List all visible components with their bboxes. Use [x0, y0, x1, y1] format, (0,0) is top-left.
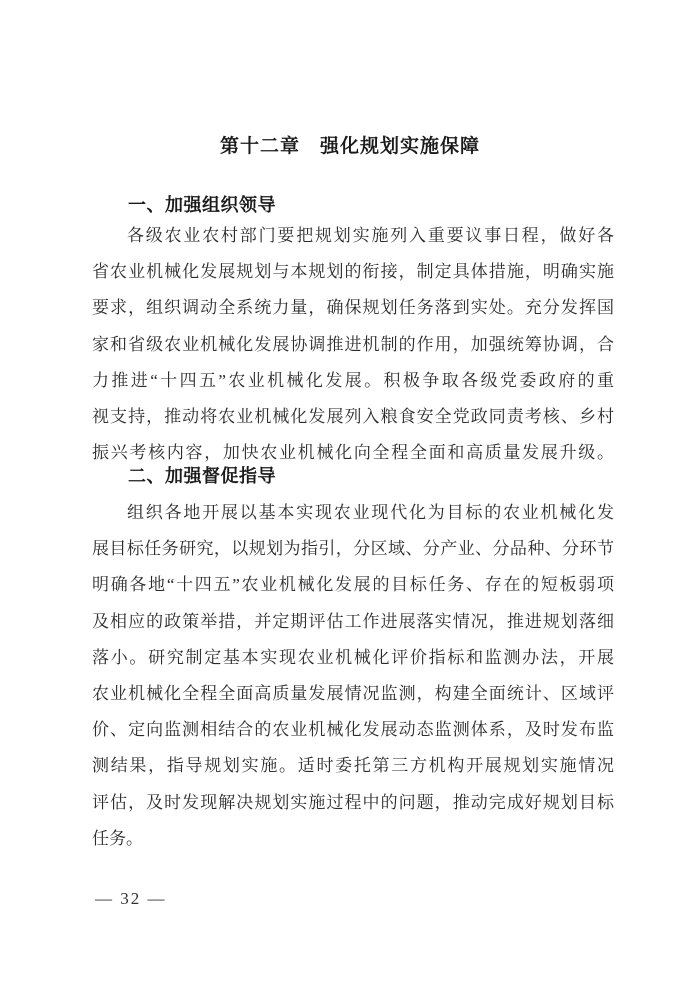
section-heading-2: 二、加强督促指导: [128, 466, 276, 486]
text-line: 省农业机械化发展规划与本规划的衔接，制定具体措施，明确实施: [92, 262, 614, 282]
text-line: 及相应的政策举措，并定期评估工作进展落实情况，推进规划落细: [92, 611, 614, 631]
text-line: 明确各地“十四五”农业机械化发展的目标任务、存在的短板弱项: [92, 575, 614, 595]
text-line: 农业机械化全程全面高质量发展情况监测，构建全面统计、区域评: [92, 683, 614, 703]
text-line: 视支持，推动将农业机械化发展列入粮食安全党政同责考核、乡村: [92, 406, 614, 426]
text-line: 振兴考核内容，加快农业机械化向全程全面和高质量发展升级。: [92, 443, 614, 463]
text-line: 展目标任务研究，以规划为指引，分区域、分产业、分品种、分环节: [92, 539, 614, 559]
text-line: 评估，及时发现解决规划实施过程中的问题，推动完成好规划目标: [92, 792, 614, 812]
page-number: — 32 —: [95, 889, 167, 908]
paragraph-2: [92, 495, 614, 857]
chapter-title: 第十二章 强化规划实施保障: [219, 136, 480, 157]
text-line: 要求，组织调动全系统力量，确保规划任务落到实处。充分发挥国: [92, 298, 614, 318]
text-line: 组织各地开展以基本实现农业现代化为目标的农业机械化发: [127, 503, 614, 522]
text-line: 任务。: [92, 828, 143, 848]
text-line: 价、定向监测相结合的农业机械化发展动态监测体系，及时发布监: [92, 720, 614, 740]
section-heading-1: 一、加强组织领导: [128, 195, 276, 215]
text-line: 力推进“十四五”农业机械化发展。积极争取各级党委政府的重: [92, 370, 614, 390]
paragraph-1: [92, 218, 614, 471]
text-line: 测结果，指导规划实施。适时委托第三方机构开展规划实施情况: [92, 756, 614, 776]
text-line: 家和省级农业机械化发展协调推进机制的作用，加强统筹协调，合: [92, 334, 614, 354]
text-line: 落小。研究制定基本实现农业机械化评价指标和监测办法，开展: [92, 647, 614, 667]
text-line: 各级农业农村部门要把规划实施列入重要议事日程，做好各: [127, 226, 614, 245]
